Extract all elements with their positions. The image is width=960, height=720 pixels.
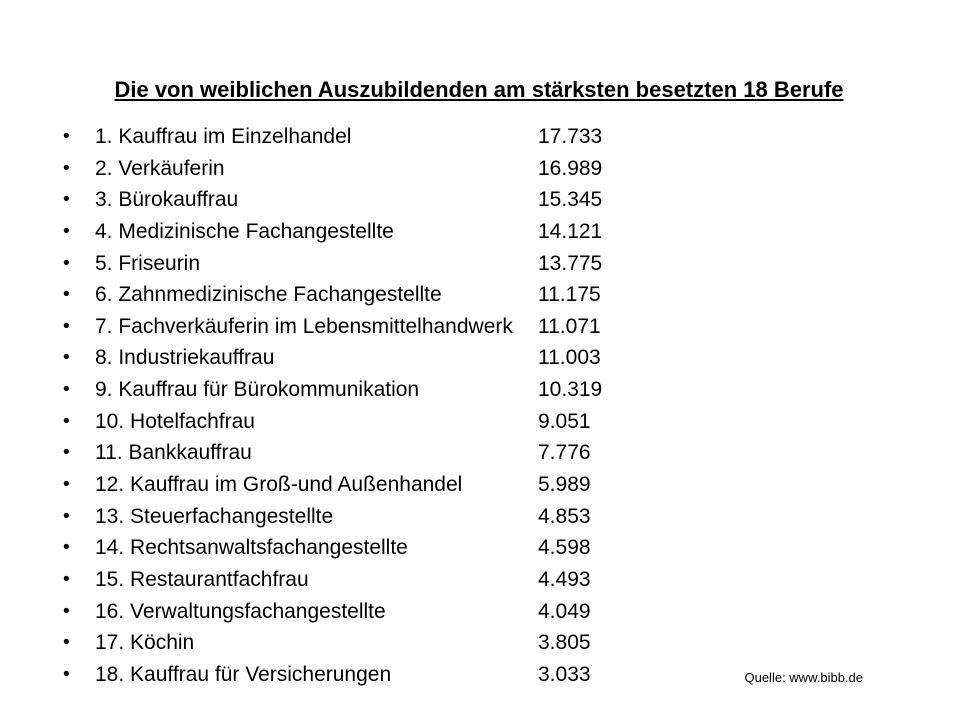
occupation-count: 10.319 [538, 378, 603, 402]
occupation-label: • 10. Hotelfachfrau [95, 409, 255, 433]
occupation-count: 3.033 [538, 662, 591, 686]
occupation-count: 3.805 [538, 631, 591, 655]
list-item [95, 406, 715, 438]
occupation-count: 5.989 [538, 473, 591, 497]
occupation-count: 11.003 [538, 346, 601, 370]
occupation-label: • 12. Kauffrau im Groß-und Außenhandel [95, 473, 463, 497]
list-item [95, 469, 715, 501]
occupation-label: • 8. Industriekauffrau [95, 346, 275, 370]
list-item [95, 532, 715, 564]
occupation-label: • 16. Verwaltungsfachangestellte [95, 599, 386, 623]
occupation-count: 4.493 [538, 567, 591, 591]
occupation-count: 7.776 [538, 441, 591, 465]
occupation-count: 13.775 [538, 251, 603, 275]
list-item [95, 279, 715, 311]
list-item [95, 659, 715, 691]
occupation-label: • 11. Bankkauffrau [95, 441, 252, 465]
occupation-label: • 6. Zahnmedizinische Fachangestellte [95, 283, 442, 307]
occupation-count: 17.733 [538, 125, 603, 148]
occupation-label: • 1. Kauffrau im Einzelhandel [95, 125, 352, 148]
occupation-count: 4.598 [538, 536, 591, 560]
list-item [95, 153, 715, 185]
occupation-count: 11.175 [538, 283, 601, 307]
list-item [95, 437, 715, 469]
occupation-label: • 17. Köchin [95, 631, 195, 655]
occupation-count: 9.051 [538, 409, 591, 433]
occupation-label: • 4. Medizinische Fachangestellte [95, 219, 394, 243]
occupation-label: • 2. Verkäuferin [95, 156, 225, 180]
occupation-count: 4.853 [538, 504, 591, 528]
occupation-count: 16.989 [538, 156, 603, 180]
occupation-label: • 14. Rechtsanwaltsfachangestellte [95, 536, 408, 560]
occupation-label: • 15. Restaurantfachfrau [95, 567, 309, 591]
list-item [95, 248, 715, 280]
list-item [95, 596, 715, 628]
occupation-label: • 13. Steuerfachangestellte [95, 504, 334, 528]
list-item [95, 374, 715, 406]
occupation-label: • 3. Bürokauffrau [95, 188, 239, 212]
occupation-count: 4.049 [538, 599, 591, 623]
occupation-list [95, 121, 715, 691]
list-item [95, 627, 715, 659]
list-item [95, 184, 715, 216]
occupation-label: • 5. Friseurin [95, 251, 201, 275]
list-item [95, 564, 715, 596]
list-item [95, 121, 715, 153]
occupation-label: • 9. Kauffrau für Bürokommunikation [95, 378, 420, 402]
list-item [95, 216, 715, 248]
slide-title: Die von weiblichen Auszubildenden am stärksten besetzten 18 Berufe [114, 77, 844, 102]
list-item [95, 342, 715, 374]
occupation-label: • 18. Kauffrau für Versicherungen [95, 662, 392, 686]
list-item [95, 501, 715, 533]
source-note: Quelle: www.bibb.de [744, 670, 863, 685]
occupation-count: 11.071 [538, 314, 601, 338]
occupation-label: • 7. Fachverkäuferin im Lebensmittelhandwerk [95, 314, 513, 338]
occupation-count: 15.345 [538, 188, 603, 212]
occupation-count: 14.121 [538, 219, 603, 243]
list-item [95, 311, 715, 343]
